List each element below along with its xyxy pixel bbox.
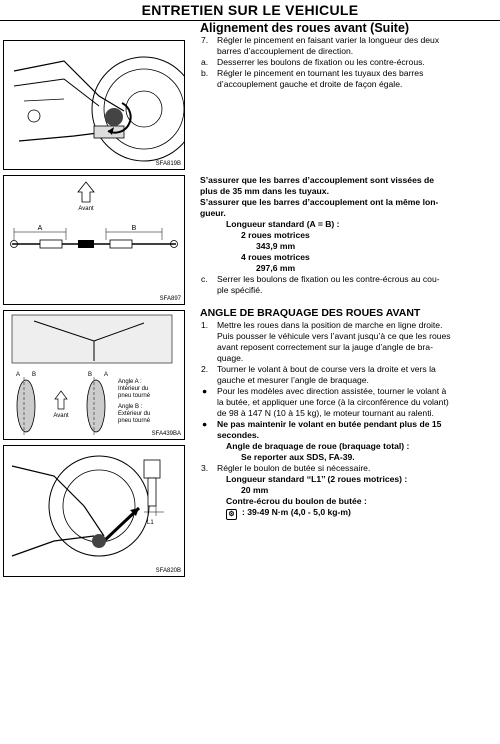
label-b-left: B [32,372,37,378]
warning-1: S’assurer que les barres d’accouplement sont vissées de plus de 35 mm dans les tuyaux. [200,175,435,196]
front-label: Avant [53,413,69,419]
standard-l1-label: Longueur standard ‘‘L1’’ (2 roues motrices) : [226,474,408,484]
toe-adjust-illustration [4,41,184,169]
torque-value: : 39-49 N·m (4,0 - 5,0 kg-m) [242,507,351,517]
spec-4wd-label: 4 roues motrices [241,252,310,262]
figure-tie-rod-length [3,175,185,305]
spec-2wd-value: 343,9 mm [256,241,296,251]
angle-spec-label: Angle de braquage de roue (braquage total) : [226,441,410,451]
section-tie-rod [200,175,498,296]
figure-code: SFA820B [155,568,181,574]
label-a-left: A [16,372,21,378]
bullet-warning: ● Ne pas maintenir le volant en butée pendant plus de 15 secondes. [202,419,442,440]
label-b: B [131,225,137,232]
label-l1: L1 [147,520,154,526]
step-a: a. Desserrer les boulons de fixation ou les contre-écrous. [201,57,425,67]
tie-rod-illustration [4,176,184,304]
bullet-icon: ● [202,386,208,396]
section-title: Alignement des roues avant (Suite) [200,21,410,35]
locknut-label: Contre-écrou du boulon de butée : [226,496,367,506]
bullet-icon: ● [202,419,208,429]
angle-b-desc1: Extérieur du [118,411,151,417]
bullet-power-steering: ● Pour les modèles avec direction assistée, tourner le volant à la butée, et appliquer une force (à la circonférence du volant) de 98 à 147 N (10 à 15 kg), le moteur tournant au ralenti. [202,386,449,418]
figure-toe-adjust [3,40,185,170]
torque-spec [200,507,498,520]
figure-code: SFA439BA [151,431,181,437]
angle-a-desc2: pneu tourné [118,393,151,399]
angle-b-label: Angle B : [118,404,143,410]
turning-angle-illustration [4,311,184,439]
step-b: b. Régler le pincement en tournant les tuyaux des barres d’accouplement gauche et droite de façon égale. [201,68,424,89]
section-turning-angle [200,307,498,520]
front-label: Avant [78,206,94,212]
step-1: 1. Mettre les roues dans la position de marche en ligne droite. Puis pousser le véhicule vers l’avant jusqu’à ce que les roues avant reposent correctement sur la jauge d’angle de bra- quage. [201,320,451,363]
figure-stopper-bolt [3,445,185,577]
angle-spec-ref: Se reporter aux SDS, FA-39. [241,452,355,462]
label-a: A [37,225,43,232]
warning-2: S’assurer que les barres d’accouplement ont la même lon- gueur. [200,197,439,218]
step-c: c. Serrer les boulons de fixation ou les contre-écrous au cou- ple spécifié. [201,274,440,295]
standard-l1-value: 20 mm [241,485,269,495]
figure-code: SFA819B [155,161,181,167]
section-heading: ANGLE DE BRAQUAGE DES ROUES AVANT [200,307,421,319]
label-b-right: B [88,372,93,378]
angle-a-label: Angle A : [118,379,142,385]
stopper-bolt-illustration [4,446,184,576]
page-title: ENTRETIEN SUR LE VEHICULE [141,2,359,18]
angle-a-desc1: Intérieur du [118,386,149,392]
spec-2wd-label: 2 roues motrices [241,230,310,240]
step-7: 7. Régler le pincement en faisant varier la longueur des deux barres d’accouplement de direction. [201,35,440,56]
spec-4wd-value: 297,6 mm [256,263,296,273]
standard-length-label: Longueur standard (A = B) : [226,219,340,229]
step-3: 3. Régler le boulon de butée si nécessaire. [201,463,371,473]
step-2: 2. Tourner le volant à bout de course vers la droite et vers la gauche et mesurer l’angle de braquage. [201,364,436,385]
label-a-right: A [104,372,109,378]
page-header [0,0,500,21]
torque-wrench-icon: ⚙ [226,509,237,520]
angle-b-desc2: pneu tourné [118,418,151,424]
section-toe-in [200,21,498,90]
figure-turning-angle [3,310,185,440]
figure-code: SFA897 [159,296,181,302]
